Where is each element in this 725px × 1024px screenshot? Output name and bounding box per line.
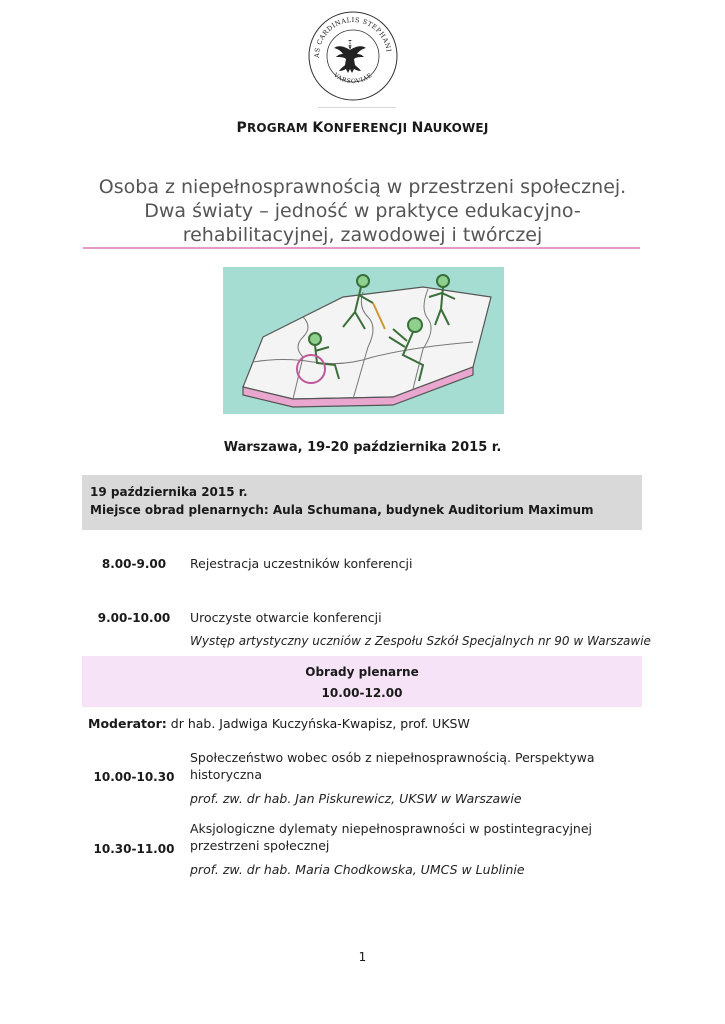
- puzzle-pieces-icon: [243, 287, 491, 407]
- moderator-line: [88, 716, 470, 731]
- talk-speaker: prof. zw. dr hab. Maria Chodkowska, UMCS w Lublinie: [190, 862, 525, 877]
- seal-outer-text: AS CARDINALIS STEPHANI: [312, 15, 393, 58]
- plenary-title: Obrady plenarne: [305, 665, 419, 679]
- talk-speaker: prof. zw. dr hab. Jan Piskurewicz, UKSW w Warszawie: [190, 791, 522, 806]
- talk-time: 10.00-10.30: [93, 770, 175, 784]
- place-and-date: Warszawa, 19-20 października 2015 r.: [223, 440, 502, 455]
- day-info-block: [82, 475, 642, 530]
- talk-time: 10.30-11.00: [93, 842, 175, 856]
- schedule-time: 9.00-10.00: [97, 611, 171, 625]
- moderator-label: Moderator:: [88, 716, 167, 731]
- plenary-time: 10.00-12.00: [321, 686, 403, 700]
- schedule-time: 8.00-9.00: [101, 557, 167, 571]
- day-venue: Miejsce obrad plenarnych: Aula Schumana, budynek Auditorium Maximum: [90, 503, 594, 517]
- seal-divider: [318, 107, 396, 108]
- page-number: 1: [358, 950, 367, 964]
- talk-title: Społeczeństwo wobec osób z niepełnosprawnością. Perspektywa historyczna: [190, 750, 595, 782]
- program-heading: PROGRAM KONFERENCJI NAUKOWEJ: [236, 120, 489, 136]
- title-underline: [83, 247, 640, 249]
- talk-title: Aksjologiczne dylematy niepełnosprawności w postintegracyjnej przestrzeni społecznej: [190, 821, 593, 853]
- svg-text:VARSOVIAE: [331, 71, 373, 85]
- seal-bottom-text: VARSOVIAE: [332, 71, 374, 86]
- conference-title: [80, 175, 645, 247]
- title-line: Dwa światy – jedność w praktyce edukacyjno-: [144, 200, 581, 222]
- day-date: 19 października 2015 r.: [90, 485, 248, 499]
- plenary-session-block: [82, 656, 642, 707]
- schedule-item-note: Występ artystyczny uczniów z Zespołu Szkół Specjalnych nr 90 w Warszawie: [190, 634, 651, 648]
- title-line: Osoba z niepełnosprawnością w przestrzeni społecznej.: [98, 176, 627, 198]
- schedule-item-title: Rejestracja uczestników konferencji: [190, 556, 413, 571]
- puzzle-illustration: [223, 267, 504, 414]
- schedule-item-title: Uroczyste otwarcie konferencji: [190, 610, 382, 625]
- eagle-icon: [334, 40, 366, 73]
- university-seal: [307, 10, 399, 102]
- moderator-name: dr hab. Jadwiga Kuczyńska-Kwapisz, prof. UKSW: [170, 716, 470, 731]
- title-line: rehabilitacyjnej, zawodowej i twórczej: [182, 224, 543, 246]
